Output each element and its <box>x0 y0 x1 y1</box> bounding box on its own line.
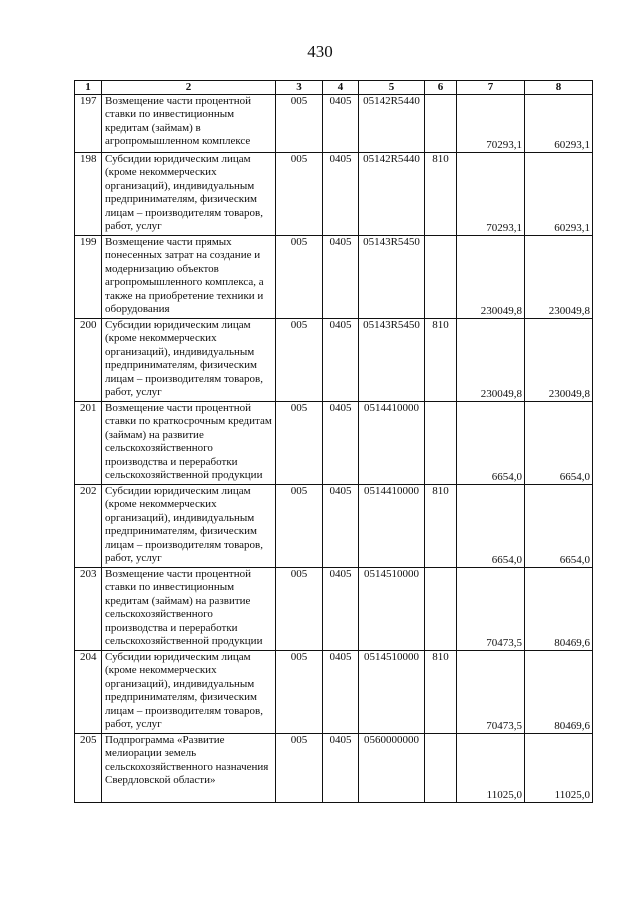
admin-code: 005 <box>276 95 323 153</box>
admin-code: 005 <box>276 236 323 319</box>
table-row <box>75 236 593 319</box>
column-header: 4 <box>323 81 359 95</box>
section-code: 0405 <box>323 153 359 236</box>
section-code: 0405 <box>323 651 359 734</box>
admin-code: 005 <box>276 153 323 236</box>
row-number: 203 <box>75 568 102 651</box>
expense-type-code: 810 <box>425 485 457 568</box>
table-row <box>75 568 593 651</box>
expense-type-code: 810 <box>425 153 457 236</box>
column-header: 6 <box>425 81 457 95</box>
target-article-code: 0514510000 <box>359 651 425 734</box>
target-article-code: 0514510000 <box>359 568 425 651</box>
amount-col-7: 6654,0 <box>457 485 525 568</box>
row-number: 205 <box>75 734 102 803</box>
row-name: Субсидии юридическим лицам (кроме некоммерческих организаций), индивидуальным предпринимателям, физическим лицам – производителям товаров, работ, услуг <box>102 153 276 236</box>
section-code: 0405 <box>323 485 359 568</box>
admin-code: 005 <box>276 485 323 568</box>
admin-code: 005 <box>276 734 323 803</box>
expense-type-code <box>425 95 457 153</box>
table-row <box>75 485 593 568</box>
amount-col-7: 70473,5 <box>457 568 525 651</box>
target-article-code: 05143R5450 <box>359 319 425 402</box>
admin-code: 005 <box>276 568 323 651</box>
admin-code: 005 <box>276 402 323 485</box>
table-row <box>75 153 593 236</box>
column-header: 2 <box>102 81 276 95</box>
section-code: 0405 <box>323 319 359 402</box>
section-code: 0405 <box>323 402 359 485</box>
target-article-code: 0560000000 <box>359 734 425 803</box>
row-name: Возмещение части процентной ставки по инвестиционным кредитам (займам) в агропромышленном комплексе <box>102 95 276 153</box>
row-name: Возмещение части процентной ставки по инвестиционным кредитам (займам) на развитие сельскохозяйственного производства и переработки сельскохозяйственной продукции <box>102 568 276 651</box>
section-code: 0405 <box>323 95 359 153</box>
target-article-code: 05142R5440 <box>359 153 425 236</box>
column-header: 1 <box>75 81 102 95</box>
table-header-row <box>75 81 593 95</box>
table-row <box>75 734 593 803</box>
amount-col-7: 230049,8 <box>457 319 525 402</box>
row-name: Субсидии юридическим лицам (кроме некоммерческих организаций), индивидуальным предпринимателям, физическим лицам – производителям товаров, работ, услуг <box>102 485 276 568</box>
expense-type-code <box>425 734 457 803</box>
section-code: 0405 <box>323 236 359 319</box>
amount-col-8: 60293,1 <box>525 153 593 236</box>
row-number: 197 <box>75 95 102 153</box>
row-number: 200 <box>75 319 102 402</box>
amount-col-8: 80469,6 <box>525 568 593 651</box>
target-article-code: 05143R5450 <box>359 236 425 319</box>
row-name: Возмещение части прямых понесенных затрат на создание и модернизацию объектов агропромышленного комплекса, а также на приобретение техники и оборудования <box>102 236 276 319</box>
table-row <box>75 402 593 485</box>
amount-col-8: 6654,0 <box>525 402 593 485</box>
amount-col-8: 230049,8 <box>525 319 593 402</box>
row-name: Субсидии юридическим лицам (кроме некоммерческих организаций), индивидуальным предпринимателям, физическим лицам – производителям товаров, работ, услуг <box>102 651 276 734</box>
amount-col-7: 6654,0 <box>457 402 525 485</box>
column-header: 8 <box>525 81 593 95</box>
expense-type-code: 810 <box>425 651 457 734</box>
amount-col-7: 70473,5 <box>457 651 525 734</box>
amount-col-8: 80469,6 <box>525 651 593 734</box>
column-header: 3 <box>276 81 323 95</box>
target-article-code: 05142R5440 <box>359 95 425 153</box>
amount-col-8: 6654,0 <box>525 485 593 568</box>
amount-col-7: 70293,1 <box>457 153 525 236</box>
expense-type-code: 810 <box>425 319 457 402</box>
admin-code: 005 <box>276 651 323 734</box>
target-article-code: 0514410000 <box>359 402 425 485</box>
expense-type-code <box>425 236 457 319</box>
row-number: 202 <box>75 485 102 568</box>
amount-col-8: 230049,8 <box>525 236 593 319</box>
row-name: Возмещение части процентной ставки по краткосрочным кредитам (займам) на развитие сельскохозяйственного производства и переработки сельскохозяйственной продукции <box>102 402 276 485</box>
table-row <box>75 319 593 402</box>
row-number: 199 <box>75 236 102 319</box>
page-number: 430 <box>307 42 333 61</box>
column-header: 7 <box>457 81 525 95</box>
table-row <box>75 651 593 734</box>
row-name: Субсидии юридическим лицам (кроме некоммерческих организаций), индивидуальным предпринимателям, физическим лицам – производителям товаров, работ, услуг <box>102 319 276 402</box>
section-code: 0405 <box>323 734 359 803</box>
amount-col-7: 230049,8 <box>457 236 525 319</box>
amount-col-8: 11025,0 <box>525 734 593 803</box>
admin-code: 005 <box>276 319 323 402</box>
budget-table <box>74 80 593 803</box>
target-article-code: 0514410000 <box>359 485 425 568</box>
table-row <box>75 95 593 153</box>
amount-col-7: 70293,1 <box>457 95 525 153</box>
column-header: 5 <box>359 81 425 95</box>
row-number: 198 <box>75 153 102 236</box>
expense-type-code <box>425 568 457 651</box>
amount-col-7: 11025,0 <box>457 734 525 803</box>
row-name: Подпрограмма «Развитие мелиорации земель сельскохозяйственного назначения Свердловской области» <box>102 734 276 803</box>
section-code: 0405 <box>323 568 359 651</box>
amount-col-8: 60293,1 <box>525 95 593 153</box>
row-number: 201 <box>75 402 102 485</box>
expense-type-code <box>425 402 457 485</box>
row-number: 204 <box>75 651 102 734</box>
